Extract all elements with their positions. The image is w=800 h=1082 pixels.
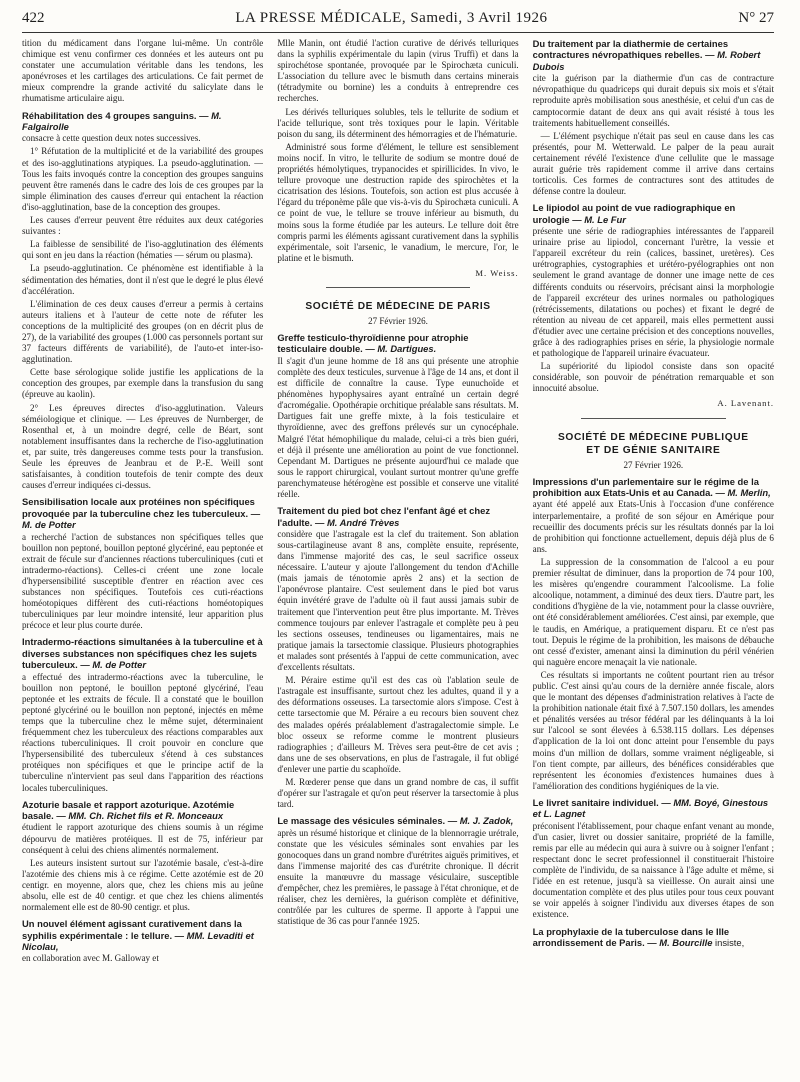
paragraph: 1° Réfutation de la multiplicité et de la variabilité des groupes et des iso-agglutinations atypiques. La pseudo-agglutination. — Tous les faits invoqués contre la conception des groupes sanguins peuvent être ramenés dans le cadre des lois de ces groupes par la simple élimination des causes d'erreur qui entachent la réaction d'iso-agglutination, base de la conception des groupes. xyxy=(22,146,264,212)
heading-author: — MM. Boyé, Ginestous et L. Lagnet xyxy=(532,796,769,820)
section-heading xyxy=(533,202,774,225)
article-columns xyxy=(22,38,774,1076)
signature: A. Lavenant. xyxy=(717,398,774,409)
issue-number: N° 27 xyxy=(738,10,774,26)
paragraph: — L'élément psychique n'était pas seul en cause dans les cas présentés, pour M. Wetterwald. Le palper de la peau aurait certainement révélé l'existence d'une cellulite que le massage aurait guérie très rapidement comme il arrive dans certains torticolis. Ces formes de contractures sont des attitudes de défense contre la douleur. xyxy=(532,130,774,197)
paragraph: préconisent l'établissement, pour chaque enfant venant au monde, d'un casier, livret ou dossier sanitaire, propriété de la famille, remis par elle au médecin qui aura à suivre ou à soigner l'enfant ; respectant donc le secret professionnel il constituerait l'histoire complète de l'individu, de sa naissance à l'âge adulte et même, si l'idée en est retenue, jusqu'à sa vieillesse. On aurait ainsi une documentation complète et des plus utiles pour tous ceux pouvant se voir appelés à soigner l'individu aux diverses étapes de son existence. xyxy=(532,820,774,920)
heading-author: — M. André Trèves xyxy=(314,516,400,528)
paragraph: Les auteurs insistent surtout sur l'azotémie basale, c'est-à-dire l'azotémie des chiens mis à ce régime. Cette azotémie est de 20 centigr. en moyenne, alors que, chez les chiens mis au jeûne absolu, elle est de 40 centigr. et que chez les chiens alimentés normalement elle est de 80-90 centigr. et plus. xyxy=(22,857,264,913)
heading-author: — M. Robert Dubois xyxy=(532,49,761,72)
paragraph: cite la guérison par la diathermie d'un cas de contracture névropathique du quadriceps qui durait depuis six mois et s'était reproduite après mobilisation sous anesthésie, et celui d'un cas de camptocormie datant de deux ans qui avait résisté à tous les traitements habituellement conseillés. xyxy=(532,73,774,128)
paragraph: Les causes d'erreur peuvent être réduites aux deux catégories suivantes : xyxy=(22,215,264,237)
paragraph: M. Péraire estime qu'il est des cas où l'ablation seule de l'astragale est insuffisante, surtout chez les adultes, quand il y a des déformations osseuses. La tarsectomie alors s'impose. C'est à cette tarsectomie que M. Péraire a eu recours bien souvent chez des malades opérés préalablement d'astragalectomie simple. Le bloc osseux se reforme comme le montrent plusieurs radiographies ; d'ailleurs M. Trèves sera peut-être de cet avis ; dans une de ses observations, en plus de l'astragale, il fut obligé d'enlever une partie du scaphoïde. xyxy=(277,675,519,774)
paragraph: 2° Les épreuves directes d'iso-agglutination. Valeurs séméiologique et clinique. — Les épreuves de Nurnberger, de Rosenthal et, à un moindre degré, celle de Béart, sont notablement insuffisantes dans la recherche de l'iso-agglutination et, par suite, très dangereuses comme tests pour la transfusion. Seule les épreuves de Jeanbrau et de P.-E. Weill sont satisfaisantes, à condition toutefois de tenir compte des deux causes d'erreur indiquées ci-dessus. xyxy=(22,402,264,491)
section-heading xyxy=(22,799,263,822)
heading-text: Greffe testiculo-thyroïdienne pour atrophie testiculaire double. xyxy=(277,332,469,355)
heading-text: Du traitement par la diathermie de certaines contractures névropathiques rebelles. xyxy=(532,38,729,61)
paragraph: Les dérivés telluriques solubles, tels le tellurite de sodium et l'acide tellurique, sont très toxiques pour le lapin. Véritable poison du sang, ils déterminent des hémorragies et de l'hématurie. xyxy=(277,106,519,139)
heading-text: Le lipiodol au point de vue radiographique en urologie xyxy=(532,202,736,225)
heading-author: — M. Le Fur xyxy=(572,213,626,225)
paragraph: a recherché l'action de substances non spécifiques telles que bouillon non peptoné, bouillon peptoné glycériné, eau peptonée et extrait de fécule sur d'anciennes réactions tuberculiniques (cuti et intradermo-réactions). Celles-ci créent une zone locale d'hypersensibilité susceptible d'entrer en réaction avec ces substances non spécifiques. Toutefois ces cuti-réactions homéotopiques diffèrent des cuti-réactions homéotopiques tuberculiniques par leur moindre intensité, leur apparition plus précoce et leur plus courte durée. xyxy=(22,531,264,631)
society-heading xyxy=(533,431,774,457)
heading-text: Intradermo-réactions simultanées à la tuberculine et à diverses substances non spécifiques chez les sujets tuberculeux. xyxy=(22,636,263,671)
column-right xyxy=(533,38,774,1076)
paragraph: Cette base sérologique solide justifie les applications de la conception des groupes, par exemple dans la transfusion du sang (épreuve au kaolin). xyxy=(22,367,264,400)
heading-text: Sensibilisation locale aux protéines non spécifiques provoquée par la tuberculine chez les tuberculeux. xyxy=(22,496,255,519)
heading-text: La prophylaxie de la tuberculose dans le IIIe arrondissement de Paris. xyxy=(532,925,730,948)
paragraph: après un résumé historique et clinique de la blennorragie urétrale, constate que les vésicules séminales sont envahies par les gonocoques dans un grand nombre d'urétrites aiguës primitives, et dans l'immense majorité des cas d'urétrite chronique. Il décrit ensuite la manœuvre du massage vésiculaire, susceptible d'empêcher, chez les premières, le passage à l'état chronique, et de réaliser, chez les dernières, la guérison complète et définitive, contrôlée par les cultures de sperme. Il apporte à l'appui une statistique de 36 cas pour l'année 1925. xyxy=(277,827,519,927)
page-number: 422 xyxy=(22,10,45,26)
paragraph: M. Rœderer pense que dans un grand nombre de cas, il suffit d'opérer sur l'astragale et qu'on peut réserver la tarsectomie à plus tard. xyxy=(277,776,519,810)
heading-author: — M. Bourcille xyxy=(647,936,713,948)
section-heading xyxy=(277,332,518,355)
heading-author: — MM. Levaditi et Nicolau, xyxy=(22,929,254,952)
section-heading xyxy=(22,636,263,670)
society-heading: SOCIÉTÉ DE MÉDECINE DE PARIS xyxy=(305,300,491,312)
paragraph: a effectué des intradermo-réactions avec la tuberculine, le bouillon non peptoné, le bouillon peptoné glycériné, l'eau peptonée et les extraits de fécule. Il a constaté que le bouillon peptoné glycériné ou le bouillon non peptoné, injectés en même temps que la tuberculine chez le même sujet, déterminaient fréquemment chez les tuberculeux des réactions comparables aux réactions tuberculiniques. Il croit pouvoir en conclure que l'hypersensibilité des tuberculeux s'étend à ces substances protéiques non spécifiques et que le principe actif de la tuberculine n'intervient pas seul dans l'apparition des réactions locales tuberculiniques. xyxy=(22,671,264,793)
paragraph: Il s'agit d'un jeune homme de 18 ans qui présente une atrophie complète des deux testicules, survenue à l'âge de 14 ans, et dont il est difficile de connaître la cause. Type eunuchoïde et phénomènes hypophysaires ayant entraîné un certain degré d'acromégalie. Opothérapie orchitique préalable sans résultats. M. Dartigues fait une greffe mixte, à la fois testiculaire et thyroïdienne, avec des greffons prélevés sur un cynocéphale. Malgré l'état hémophilique du malade, celui-ci a très bien guéri, et déjà il présente une amélioration au point de vue fonctionnel. Cependant M. Dartigues ne présente aujourd'hui ce malade que sous le rapport chirurgical, voulant surtout montrer qu'une greffe parenchymateuse hétérogène est possible et conserve une vitalité réelle. xyxy=(277,355,519,499)
paragraph: Mlle Manin, ont étudié l'action curative de dérivés telluriques dans la syphilis expérimentale du lapin (virus Truffi) et dans la spirochétose spontanée, provoquée par le Spirochæta cuniculi. L'association du tellure avec le bismuth dans certains minerais (tétradymite ou bornine) les a conduits à entreprendre ces recherches. xyxy=(277,38,519,104)
heading-text: Le massage des vésicules séminales. xyxy=(277,815,446,827)
paragraph: étudient le rapport azoturique des chiens soumis à un régime dépourvu de matières protéiques. Il est de 75, inférieur par conséquent à celui des chiens alimentés normalement. xyxy=(22,822,264,855)
column-middle xyxy=(277,38,518,1076)
paragraph: tition du médicament dans l'organe lui-même. Un contrôle chimique est venu confirmer ces données et les auteurs ont pu constater une accumulation véritable dans les tendons, les aponévroses et les cartilages des articulations. Ce fait permet de mieux comprendre la grande activité du salicylate dans le rhumatisme articulaire aigu. xyxy=(22,38,264,104)
section-heading xyxy=(22,918,263,952)
heading-author: — M. Falgairolle xyxy=(22,109,222,132)
heading-text: Réhabilitation des 4 groupes sanguins. xyxy=(22,109,197,121)
divider xyxy=(581,418,726,419)
paragraph: considère que l'astragale est la clef du traitement. Son ablation sous-cartilagineuse avant 8 ans, complète ensuite, représente, dans l'immense majorité des cas, le seul sacrifice osseux nécessaire. L'auteur y ajoute l'allongement du tendon d'Achille (mais jamais de ténotomie après 2 ans) et la section de l'aponévrose plantaire. C'est seulement dans le pied bot varus équin invétéré grave de l'adulte où il faut aussi jamais subir de traitement que l'intervention peut être plus importante. M. Trèves commence toujours par enlever l'astragale et complète peu à peu les sections osseuses, tendineuses ou ligamentaires, mais ne pratique jamais la tarsectomie classique. Plusieurs photographies et malades sont présentés à l'appui de cette communication, avec d'excellents résultats. xyxy=(277,528,519,673)
paragraph: ayant été appelé aux Etats-Unis à l'occasion d'une conférence interparlementaire, a profité de son séjour en Amérique pour recueillir des documents précis sur les résultats donnés par la loi de prohibition qui fonctionne actuellement, depuis déjà plus de 6 ans. xyxy=(532,499,774,554)
session-date: 27 Février 1926. xyxy=(623,459,684,470)
heading-text: Azoturie basale et rapport azoturique. Azotémie basale. xyxy=(22,798,235,821)
heading-author: — M. de Potter xyxy=(80,659,146,671)
section-heading xyxy=(22,496,263,530)
heading-author: — M. J. Zadok, xyxy=(447,815,514,827)
heading-author: — M. de Potter xyxy=(22,507,261,531)
paragraph: La supériorité du lipiodol consiste dans son opacité considérable, son pouvoir de pénétration remarquable et son innocuité absolue. xyxy=(532,361,774,394)
paragraph: La faiblesse de sensibilité de l'iso-agglutination des éléments qui sont en jeu dans la réaction (hématies — sérum ou plasma). xyxy=(22,239,264,261)
paragraph: La suppression de la consommation de l'alcool a eu pour premier résultat de diminuer, dans la proportion de 74 pour 100, les misères qu'engendre couramment l'alcoolisme. La folie alcoolique, notamment, a diminué des deux tiers. D'autre part, les conditions d'hygiène de la vie, notamment pour la classe ouvrière, ont été considérablement améliorées. C'est ainsi, par exemple, que le taudis, en Amérique, a pratiquement disparu. Et ce n'est pas tout. Depuis le régime de la prohibition, les maisons de débauche ont cessé d'exister, amenant ainsi la diminution du péril vénérien qui naguère encore menaçait la vie nationale. xyxy=(532,556,774,667)
section-heading xyxy=(277,815,518,826)
paragraph: Ces résultats si importants ne coûtent pourtant rien au trésor public. C'est ainsi qu'au cours de la dernière année fiscale, alors que le montant des dépenses d'administration relatives à l'acte de la prohibition nationale était fixé à 7.507.150 dollars, les amendes et pénalités versées au trésor fédéral par les délinquants à la loi sur l'alcool se sont élevées à 6.538.115 dollars. Les dépenses d'application de la loi ont donc atteint pour l'ensemble du pays moins d'un million de dollars, somme vraiment négligeable, si l'on tient compte, par ailleurs, des bénéfices considérables que représentent les économies d'existences humaines dues à l'amélioration des conditions hygiéniques de la vie. xyxy=(532,669,774,791)
paragraph: en collaboration avec M. Galloway et xyxy=(22,953,159,964)
page-header xyxy=(22,10,774,33)
paragraph: consacre à cette question deux notes successives. xyxy=(22,133,201,144)
journal-title: LA PRESSE MÉDICALE, Samedi, 3 Avril 1926 xyxy=(235,10,548,26)
heading-author: — M. Dartigues. xyxy=(365,343,437,355)
society-heading-line: SOCIÉTÉ DE MÉDECINE PUBLIQUE xyxy=(558,431,749,443)
paragraph: présente une série de radiographies intéressantes de l'appareil urinaire prise au lipiodol, concernant l'urètre, la vessie et l'appareil excréteur du rein (calices, bassinet, uretères). Ces urétrographies, cystographies et urétéro-pyélographies ont non seulement le grand avantage de donner une image nette de ces différents conduits ou réservoirs, précisant ainsi la morphologie de l'appareil excréteur des urines normales ou pathologiques (rétrécissements, dilatations ou poches) et fixant le degré de rétention au niveau de cet appareil, mais elles permettent aussi d'étudier avec une certaine précision et des conceptions nouvelles, grâce à des radiographies prises en série, la physiologie normale et pathologique de l'appareil urinaire évacuateur. xyxy=(532,226,774,359)
heading-text: Le livret sanitaire individuel. xyxy=(532,796,659,808)
section-heading xyxy=(533,797,774,820)
session-date: 27 Février 1926. xyxy=(368,315,428,326)
section-heading xyxy=(277,505,518,528)
divider xyxy=(326,287,471,288)
section-heading xyxy=(533,476,774,499)
paragraph: L'élimination de ces deux causes d'erreur a permis à certains auteurs italiens et à l'auteur de cette note de réfuter les conceptions de la multiplicité des groupes (on en décrit plus de 27), de la variabilité des groupes (1.000 cas personnels portant sur 37 facteurs différents de variabilité), de l'auto-et inter-iso-agglutination. xyxy=(22,298,264,365)
heading-author: — MM. Ch. Richet fils et R. Monceaux xyxy=(56,810,224,821)
heading-text: Un nouvel élément agissant curativement dans la syphilis expérimentale : le tellure. xyxy=(22,918,242,941)
column-left xyxy=(22,38,263,1076)
section-heading xyxy=(533,926,774,949)
paragraph: La pseudo-agglutination. Ce phénomène est identifiable à la sédimentation des hématies, dont il n'est que le degré le plus élevé d'accélération. xyxy=(22,263,264,296)
heading-text: Traitement du pied bot chez l'enfant âgé et chez l'adulte. xyxy=(277,505,491,528)
paragraph: Administré sous forme d'élément, le tellure est sensiblement moins nocif. In vitro, le tellurite de sodium se montre doué de propriétés hémolytiques, trypanocides et spirillicides. In vivo, le tellure provoque une destruction rapide des spirochètes et la cicatrisation des lésions. Toutefois, son action est plus accusée à l'égard du tréponème pâle que vis-à-vis du Spirochæta cuniculi. A ce point de vue, le tellure se trouve inférieur au bismuth, du moins sous la forme étudiée par les auteurs. Le tellure doit être compris parmi les éléments agissant curativement dans la syphilis expérimentale, soit l'arsenic, le vanadium, le mercure, l'or, le platine et le bismuth. xyxy=(277,141,519,263)
section-heading xyxy=(533,38,774,72)
heading-text: Impressions d'un parlementaire sur le régime de la prohibition aux Etats-Unis et au Canada. xyxy=(532,475,759,499)
heading-continuation: insiste, xyxy=(715,936,745,948)
section-heading xyxy=(22,110,263,133)
signature: M. Weiss. xyxy=(475,267,519,278)
heading-author: — M. Merlin, xyxy=(715,487,771,499)
society-heading-line: ET DE GÉNIE SANITAIRE xyxy=(586,444,721,456)
